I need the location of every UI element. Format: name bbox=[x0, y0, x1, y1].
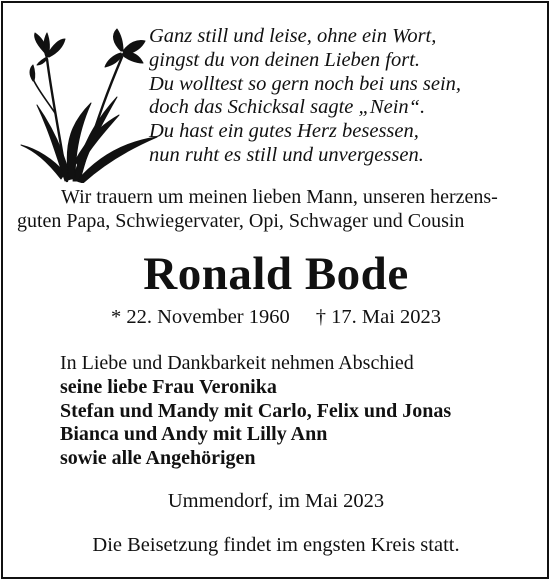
obituary-notice bbox=[1, 1, 549, 579]
poem-line: nun ruht es still und unvergessen. bbox=[149, 143, 424, 166]
mourner-name: sowie alle Angehörigen bbox=[60, 447, 256, 470]
mourners-list bbox=[60, 352, 540, 471]
place-date: Ummendorf, im Mai 2023 bbox=[167, 490, 385, 512]
mourning-statement-line: Wir trauern um meinen lieben Mann, unseren herzens- bbox=[61, 186, 498, 208]
poem-line: Du hast ein gutes Herz besessen, bbox=[149, 120, 419, 143]
life-dates bbox=[3, 305, 549, 329]
mourning-statement bbox=[17, 185, 539, 233]
mourner-name: Bianca und Andy mit Lilly Ann bbox=[60, 423, 328, 446]
poem bbox=[149, 25, 534, 168]
mourners-intro: In Liebe und Dankbarkeit nehmen Abschied bbox=[60, 352, 414, 374]
mourner-name: seine liebe Frau Veronika bbox=[60, 375, 277, 398]
poem-line: Du wolltest so gern noch bei uns sein, bbox=[149, 72, 462, 95]
mourning-statement-line: guten Papa, Schwiegervater, Opi, Schwager und Cousin bbox=[17, 210, 465, 232]
birth-date: * 22. November 1960 bbox=[110, 306, 290, 328]
mourner-name: Stefan und Mandy mit Carlo, Felix und Jonas bbox=[60, 399, 452, 422]
death-date: † 17. Mai 2023 bbox=[315, 306, 442, 328]
deceased-name: Ronald Bode bbox=[143, 248, 409, 300]
poem-line: Ganz still und leise, ohne ein Wort, bbox=[149, 25, 437, 47]
poem-line: doch das Schicksal sagte „Nein“. bbox=[149, 96, 426, 119]
funeral-note: Die Beisetzung findet im engsten Kreis statt. bbox=[92, 534, 460, 556]
poem-line: gingst du von deinen Lieben fort. bbox=[149, 48, 421, 71]
